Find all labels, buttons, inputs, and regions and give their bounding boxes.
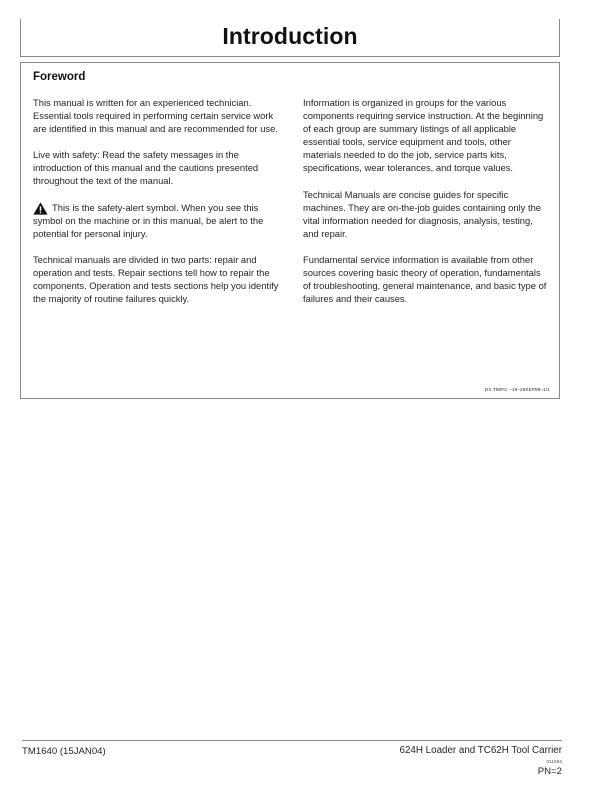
- section-heading: Foreword: [33, 71, 86, 83]
- foreword-content-box: [20, 62, 560, 399]
- right-column: [303, 96, 549, 305]
- safety-alert-triangle-icon: [33, 202, 48, 215]
- paragraph: Fundamental service information is available from other sources covering basic theory of operation, fundamentals of troubleshooting, general maintenance, and basic type of failures and their causes.: [303, 253, 547, 305]
- footer-manual-number: TM1640 (15JAN04): [22, 746, 106, 757]
- footer-divider: [22, 740, 562, 741]
- safety-alert-paragraph: [33, 201, 279, 240]
- safety-alert-text: This is the safety-alert symbol. When you see this symbol on the machine or in this manual, be alert to the potential for personal injury.: [33, 201, 264, 239]
- paragraph: Information is organized in groups for the various components requiring service instruction. At the beginning of each group are summary listings of all applicable essential tools, service equipment and tools, other materials needed to do the job, service parts kits, specifications, wear tolerances, and torque values.: [303, 97, 544, 174]
- text-columns: [33, 96, 547, 305]
- footer-page-number: PN=2: [537, 766, 562, 777]
- paragraph: Technical Manuals are concise guides for specific machines. They are on-the-job guides containing only the vital information needed for diagnosis, analysis, testing, and repair.: [303, 188, 541, 239]
- paragraph: This manual is written for an experienced technician. Essential tools required in performing certain service work are identified in this manual and are recommended for use.: [33, 97, 278, 135]
- page-title-box: [20, 19, 560, 57]
- left-column: [33, 96, 279, 305]
- footer-machine-title: 624H Loader and TC62H Tool Carrier: [399, 745, 562, 756]
- paragraph: Live with safety: Read the safety messages in the introduction of this manual and the cautions presented throughout the text of the manual.: [33, 149, 259, 187]
- footer-date-code: 011504: [546, 759, 562, 764]
- paragraph: Technical manuals are divided in two parts: repair and operation and tests. Repair sections tell how to repair the components. Operation and tests sections help you identify the majority of routine failures quickly.: [33, 253, 279, 305]
- page-title: Introduction: [222, 23, 358, 49]
- section-reference-code: DX,TMIFC –19–29SEP98–1/1: [484, 387, 550, 392]
